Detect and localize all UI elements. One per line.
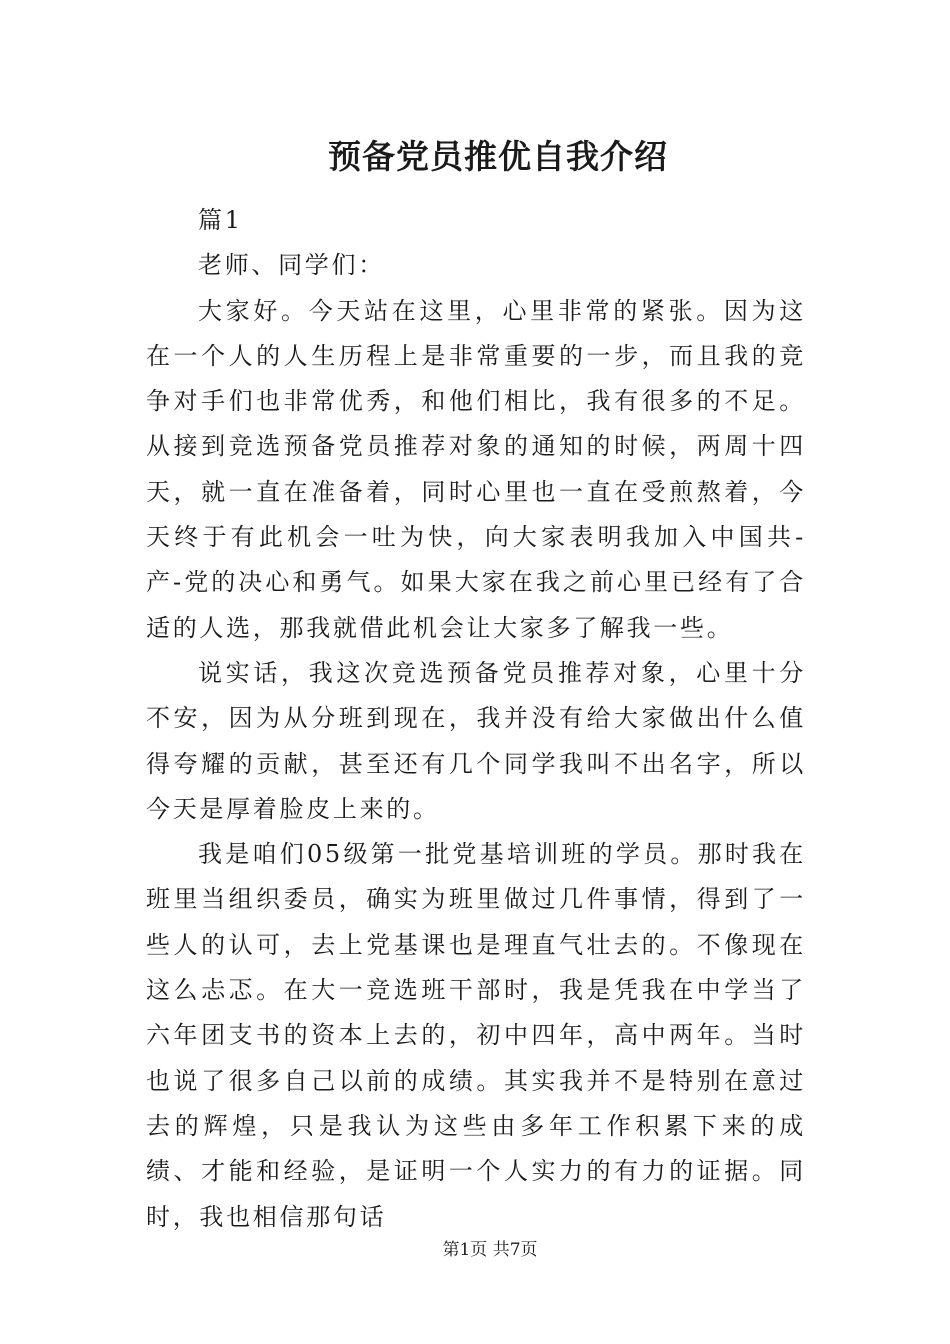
section-label: 篇1: [198, 206, 243, 234]
salutation: 老师、同学们：: [198, 251, 385, 280]
paragraph-2: 说实话，我这次竞选预备党员推荐对象，心里十分不安，因为从分班到现在，我并没有给大家做出什么值得夸耀的贡献，甚至还有几个同学我叫不出名字，所以今天是厚着脸皮上来的。: [146, 658, 806, 823]
document-body: [146, 198, 806, 1240]
page-footer: 第1页 共7页: [442, 1240, 538, 1260]
document-title: 预备党员推优自我介绍: [328, 137, 668, 176]
paragraph-3: 我是咱们05级第一批党基培训班的学员。那时我在班里当组织委员，确实为班里做过几件事情，得到了一些人的认可，去上党基课也是理直气壮去的。不像现在这么忐忑。在大一竞选班干部时，我是凭我在中学当了六年团支书的资本上去的，初中四年，高中两年。当时也说了很多自己以前的成绩。其实我并不是特别在意过去的辉煌，只是我认为这些由多年工作积累下来的成绩、才能和经验，是证明一个人实力的有力的证据。同时，我也相信那句话: [146, 840, 806, 1231]
paragraph-1: 大家好。今天站在这里，心里非常的紧张。因为这在一个人的人生历程上是非常重要的一步，而且我的竞争对手们也非常优秀，和他们相比，我有很多的不足。从接到竞选预备党员推荐对象的通知的时候，两周十四天，就一直在准备着，同时心里也一直在受煎熬着，今天终于有此机会一吐为快，向大家表明我加入中国共-产-党的决心和勇气。如果大家在我之前心里已经有了合适的人选，那我就借此机会让大家多了解我一些。: [146, 296, 806, 642]
